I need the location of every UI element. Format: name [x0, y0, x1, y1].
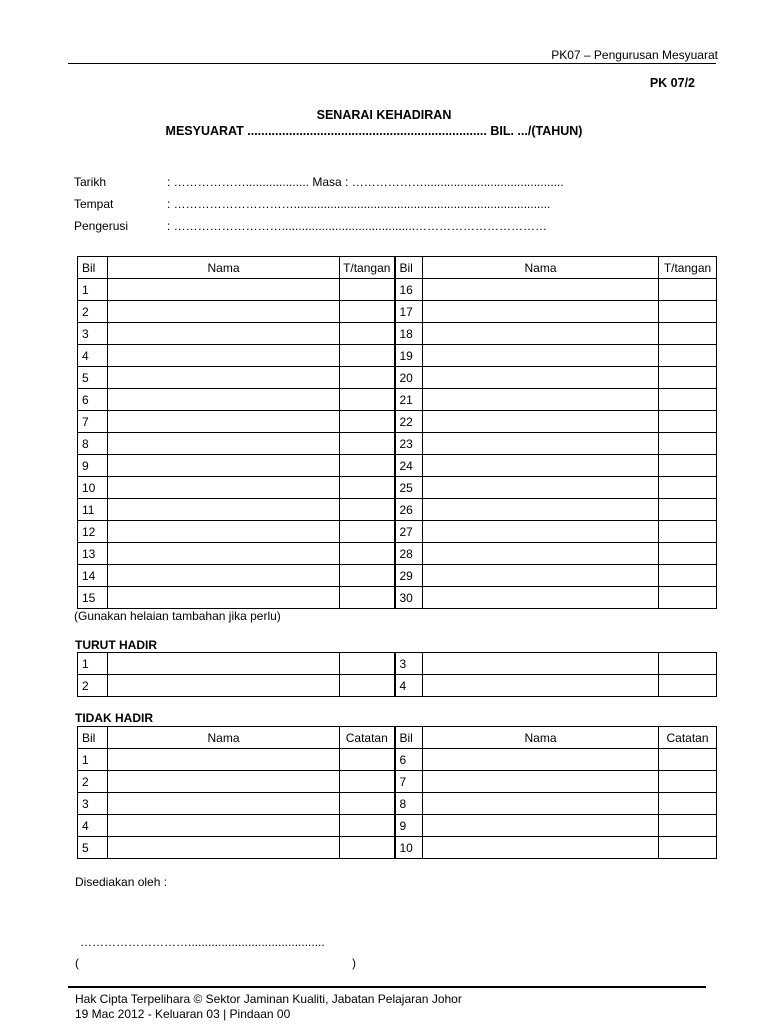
bil-cell: 20	[395, 367, 423, 389]
nama-cell[interactable]	[108, 565, 340, 587]
nama-cell[interactable]	[423, 675, 659, 697]
sign-cell[interactable]	[340, 367, 395, 389]
header-bil: Bil	[78, 257, 108, 279]
bil-cell: 13	[78, 543, 108, 565]
attendance-row	[78, 587, 717, 609]
bil-cell: 9	[78, 455, 108, 477]
footer-rule	[68, 986, 706, 988]
sign-cell[interactable]	[340, 543, 395, 565]
prepared-by-label: Disediakan oleh :	[75, 875, 168, 889]
bil-cell: 23	[395, 433, 423, 455]
sign-cell[interactable]	[659, 367, 717, 389]
bil-cell: 4	[78, 815, 108, 837]
bil-cell: 10	[78, 477, 108, 499]
form-code: PK 07/2	[649, 76, 695, 90]
bil-cell: 12	[78, 521, 108, 543]
header-nama: Nama	[108, 257, 340, 279]
bil-cell: 17	[395, 301, 423, 323]
attendance-row	[78, 389, 717, 411]
nama-cell[interactable]	[423, 771, 659, 793]
nama-cell[interactable]	[423, 301, 659, 323]
tidak-hadir-row	[78, 793, 717, 815]
nama-cell[interactable]	[108, 455, 340, 477]
bil-cell: 26	[395, 499, 423, 521]
tidak-hadir-row	[78, 837, 717, 859]
nama-cell[interactable]	[423, 543, 659, 565]
attendance-row	[78, 323, 717, 345]
nama-cell[interactable]	[108, 815, 340, 837]
sign-cell[interactable]	[659, 749, 717, 771]
nama-cell[interactable]	[108, 411, 340, 433]
bil-cell: 6	[395, 749, 423, 771]
bil-cell: 11	[78, 499, 108, 521]
tidak-hadir-header-row	[78, 727, 717, 749]
sign-cell[interactable]	[659, 433, 717, 455]
sign-cell[interactable]	[340, 815, 395, 837]
header-ttangan: T/tangan	[340, 257, 395, 279]
attendance-row	[78, 455, 717, 477]
copyright-text: Hak Cipta Terpelihara © Sektor Jaminan Kualiti, Jabatan Pelajaran Johor	[75, 992, 462, 1006]
issue-date-text: 19 Mac 2012 - Keluaran 03 | Pindaan 00	[75, 1007, 291, 1021]
bil-cell: 5	[78, 837, 108, 859]
sign-cell[interactable]	[340, 587, 395, 609]
tidak-hadir-row	[78, 771, 717, 793]
nama-cell[interactable]	[423, 411, 659, 433]
sign-cell[interactable]	[659, 587, 717, 609]
nama-cell[interactable]	[423, 433, 659, 455]
header-nama: Nama	[108, 727, 340, 749]
tempat-value: : ………………………….............................................................................	[167, 197, 551, 211]
pengerusi-label: Pengerusi	[74, 219, 129, 233]
nama-cell[interactable]	[108, 279, 340, 301]
tempat-label: Tempat	[74, 197, 114, 211]
bil-cell: 22	[395, 411, 423, 433]
bil-cell: 6	[78, 389, 108, 411]
bil-cell: 3	[78, 323, 108, 345]
nama-cell[interactable]	[108, 323, 340, 345]
turut-hadir-heading: TURUT HADIR	[75, 638, 157, 652]
sign-cell[interactable]	[340, 499, 395, 521]
bil-cell: 9	[395, 815, 423, 837]
sign-cell[interactable]	[340, 793, 395, 815]
bil-cell: 28	[395, 543, 423, 565]
extra-sheet-note: (Gunakan helaian tambahan jika perlu)	[74, 609, 281, 623]
sign-cell[interactable]	[340, 433, 395, 455]
sign-cell[interactable]	[659, 837, 717, 859]
sign-cell[interactable]	[659, 675, 717, 697]
header-nama: Nama	[423, 727, 659, 749]
nama-cell[interactable]	[423, 455, 659, 477]
nama-cell[interactable]	[108, 521, 340, 543]
header-catatan: Catatan	[340, 727, 395, 749]
bil-cell: 27	[395, 521, 423, 543]
attendance-row	[78, 521, 717, 543]
nama-cell[interactable]	[108, 543, 340, 565]
turut-hadir-row	[78, 653, 717, 675]
sign-cell[interactable]	[340, 653, 395, 675]
attendance-header-row	[78, 257, 717, 279]
sign-cell[interactable]	[659, 653, 717, 675]
tarikh-label: Tarikh	[74, 175, 107, 189]
signature-dots: ……………………….........................................	[80, 935, 325, 949]
nama-cell[interactable]	[108, 301, 340, 323]
bil-cell: 7	[395, 771, 423, 793]
nama-cell[interactable]	[423, 653, 659, 675]
bil-cell: 24	[395, 455, 423, 477]
bil-cell: 3	[78, 793, 108, 815]
sign-cell[interactable]	[340, 279, 395, 301]
sign-cell[interactable]	[340, 345, 395, 367]
attendance-row	[78, 411, 717, 433]
nama-cell[interactable]	[423, 565, 659, 587]
sign-cell[interactable]	[659, 565, 717, 587]
bil-cell: 2	[78, 771, 108, 793]
meeting-title-line: MESYUARAT ..................................................................... BIL. .../(TAHUN)	[165, 124, 583, 138]
bil-cell: 7	[78, 411, 108, 433]
header-rule	[68, 63, 716, 64]
nama-cell[interactable]	[108, 389, 340, 411]
nama-cell[interactable]	[108, 433, 340, 455]
nama-cell[interactable]	[108, 345, 340, 367]
bil-cell: 2	[78, 301, 108, 323]
nama-cell[interactable]	[108, 837, 340, 859]
sign-cell[interactable]	[340, 455, 395, 477]
tidak-hadir-row	[78, 815, 717, 837]
tarikh-masa-value: : ………………................... Masa : ………………..........................................	[167, 175, 564, 189]
nama-cell[interactable]	[423, 837, 659, 859]
bil-cell: 3	[395, 653, 423, 675]
sign-cell[interactable]	[659, 389, 717, 411]
header-bil: Bil	[395, 727, 423, 749]
document-reference: PK07 – Pengurusan Mesyuarat	[551, 48, 718, 62]
sign-cell[interactable]	[659, 323, 717, 345]
nama-cell[interactable]	[108, 749, 340, 771]
attendance-row	[78, 565, 717, 587]
nama-cell[interactable]	[423, 815, 659, 837]
sign-cell[interactable]	[659, 499, 717, 521]
nama-cell[interactable]	[108, 793, 340, 815]
sign-cell[interactable]	[659, 793, 717, 815]
turut-hadir-table	[77, 652, 717, 697]
sign-cell[interactable]	[340, 565, 395, 587]
attendance-row	[78, 279, 717, 301]
nama-cell[interactable]	[423, 499, 659, 521]
tidak-hadir-row	[78, 749, 717, 771]
nama-cell[interactable]	[423, 587, 659, 609]
bil-cell: 19	[395, 345, 423, 367]
sign-cell[interactable]	[340, 675, 395, 697]
nama-cell[interactable]	[108, 477, 340, 499]
form-title: SENARAI KEHADIRAN	[316, 108, 452, 122]
header-bil: Bil	[78, 727, 108, 749]
bil-cell: 8	[78, 433, 108, 455]
bil-cell: 16	[395, 279, 423, 301]
header-nama: Nama	[423, 257, 659, 279]
bil-cell: 5	[78, 367, 108, 389]
bil-cell: 21	[395, 389, 423, 411]
sign-cell[interactable]	[340, 477, 395, 499]
attendance-row	[78, 345, 717, 367]
bil-cell: 4	[395, 675, 423, 697]
header-bil: Bil	[395, 257, 423, 279]
nama-cell[interactable]	[108, 367, 340, 389]
bil-cell: 2	[78, 675, 108, 697]
sign-cell[interactable]	[340, 749, 395, 771]
attendance-table	[77, 256, 717, 609]
sign-cell[interactable]	[659, 521, 717, 543]
bil-cell: 25	[395, 477, 423, 499]
sign-cell[interactable]	[659, 543, 717, 565]
nama-cell[interactable]	[108, 653, 340, 675]
sign-cell[interactable]	[659, 815, 717, 837]
sign-cell[interactable]	[659, 477, 717, 499]
pengerusi-value: : ………………………........................................……………………………	[167, 219, 548, 233]
bil-cell: 15	[78, 587, 108, 609]
bil-cell: 18	[395, 323, 423, 345]
bil-cell: 1	[78, 653, 108, 675]
sign-cell[interactable]	[340, 521, 395, 543]
bil-cell: 1	[78, 279, 108, 301]
tidak-hadir-table	[77, 726, 717, 859]
nama-cell[interactable]	[108, 675, 340, 697]
nama-cell[interactable]	[423, 477, 659, 499]
sign-cell[interactable]	[340, 837, 395, 859]
attendance-row	[78, 433, 717, 455]
sign-cell[interactable]	[340, 323, 395, 345]
nama-cell[interactable]	[423, 749, 659, 771]
sign-cell[interactable]	[340, 389, 395, 411]
attendance-row	[78, 499, 717, 521]
nama-cell[interactable]	[108, 587, 340, 609]
sign-cell[interactable]	[340, 411, 395, 433]
sign-cell[interactable]	[659, 345, 717, 367]
name-open-paren: (	[75, 956, 79, 970]
sign-cell[interactable]	[340, 301, 395, 323]
bil-cell: 8	[395, 793, 423, 815]
sign-cell[interactable]	[659, 411, 717, 433]
header-catatan: Catatan	[659, 727, 717, 749]
attendance-row	[78, 367, 717, 389]
sign-cell[interactable]	[340, 771, 395, 793]
sign-cell[interactable]	[659, 455, 717, 477]
nama-cell[interactable]	[423, 323, 659, 345]
name-close-paren: )	[352, 956, 356, 970]
bil-cell: 10	[395, 837, 423, 859]
attendance-row	[78, 543, 717, 565]
sign-cell[interactable]	[659, 771, 717, 793]
sign-cell[interactable]	[659, 301, 717, 323]
nama-cell[interactable]	[423, 367, 659, 389]
tidak-hadir-heading: TIDAK HADIR	[75, 711, 153, 725]
nama-cell[interactable]	[423, 793, 659, 815]
bil-cell: 14	[78, 565, 108, 587]
bil-cell: 1	[78, 749, 108, 771]
bil-cell: 29	[395, 565, 423, 587]
sign-cell[interactable]	[659, 279, 717, 301]
nama-cell[interactable]	[423, 389, 659, 411]
nama-cell[interactable]	[108, 771, 340, 793]
nama-cell[interactable]	[108, 499, 340, 521]
nama-cell[interactable]	[423, 279, 659, 301]
nama-cell[interactable]	[423, 521, 659, 543]
attendance-row	[78, 301, 717, 323]
bil-cell: 30	[395, 587, 423, 609]
bil-cell: 4	[78, 345, 108, 367]
header-ttangan: T/tangan	[659, 257, 717, 279]
attendance-row	[78, 477, 717, 499]
nama-cell[interactable]	[423, 345, 659, 367]
turut-hadir-row	[78, 675, 717, 697]
